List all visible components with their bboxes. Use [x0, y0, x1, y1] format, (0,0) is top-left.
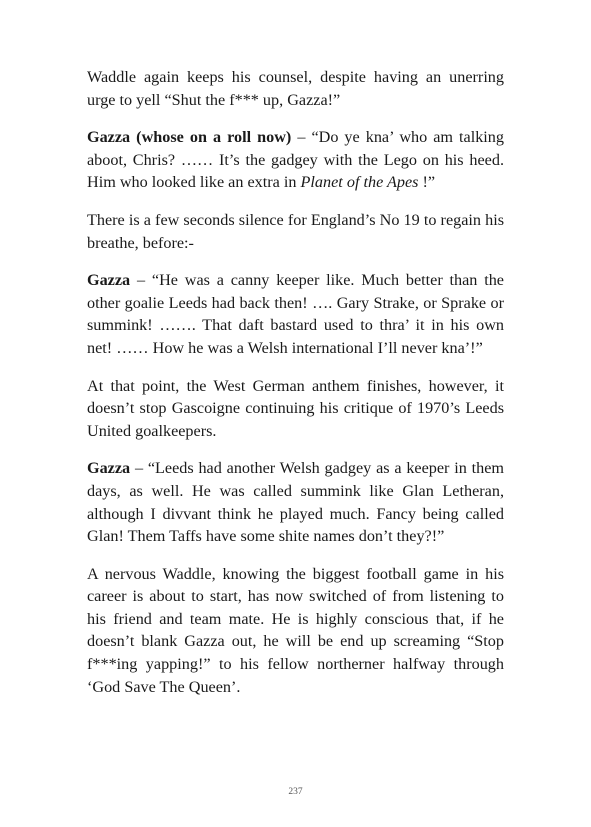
paragraph-text: At that point, the West German anthem finishes, however, it doesn’t stop Gascoigne continuing his critique of 1970’s Leeds United goalkeepers.	[87, 376, 504, 440]
page-body	[87, 66, 504, 713]
paragraph-text: Waddle again keeps his counsel, despite having an unerring urge to yell “Shut the f*** up, Gazza!”	[87, 68, 504, 109]
film-title: Planet of the Apes	[300, 173, 419, 192]
paragraph-text: There is a few seconds silence for England’s No 19 to regain his breathe, before:-	[87, 210, 504, 252]
paragraph-nervous-waddle	[87, 563, 504, 699]
speaker-label: Gazza (whose on a roll now)	[87, 128, 292, 147]
paragraph-gazza-keeper	[87, 269, 504, 359]
paragraph-waddle-urge	[87, 66, 504, 111]
paragraph-text: – “Leeds had another Welsh gadgey as a keeper in them days, as well. He was called summink like Glan Letheran, although I divvant think he played much. Fancy being called Glan! Them Taffs have some shite names don’t they?!”	[87, 459, 504, 546]
paragraph-gazza-glan	[87, 457, 504, 547]
speaker-label: Gazza	[87, 271, 131, 290]
speaker-label: Gazza	[87, 459, 131, 478]
paragraph-text: – “He was a canny keeper like. Much better than the other goalie Leeds had back then! …. Gary Strake, or Sprake or summink! ……. That daft bastard used to thra’ it in his own net! …… How he was a Welsh international I’ll never kna’!”	[87, 271, 504, 357]
paragraph-text: – “Do ye kna’ who am talking aboot, Chris? …… It’s the gadgey with the Lego on his heed. Him who looked like an extra in	[87, 128, 504, 192]
paragraph-text: A nervous Waddle, knowing the biggest football game in his career is about to start, has now switched of from listening to his friend and team mate. He is highly conscious that, if he doesn’t blank Gazza out, he will be end up screaming “Stop f***ing yapping!” to his fellow northerner halfway through ‘God Save The Queen’.	[87, 564, 504, 696]
page-number: 237	[288, 787, 303, 797]
paragraph-anthem	[87, 375, 504, 443]
paragraph-silence	[87, 209, 504, 254]
paragraph-text-end: !”	[418, 173, 436, 192]
paragraph-gazza-lego	[87, 126, 504, 194]
